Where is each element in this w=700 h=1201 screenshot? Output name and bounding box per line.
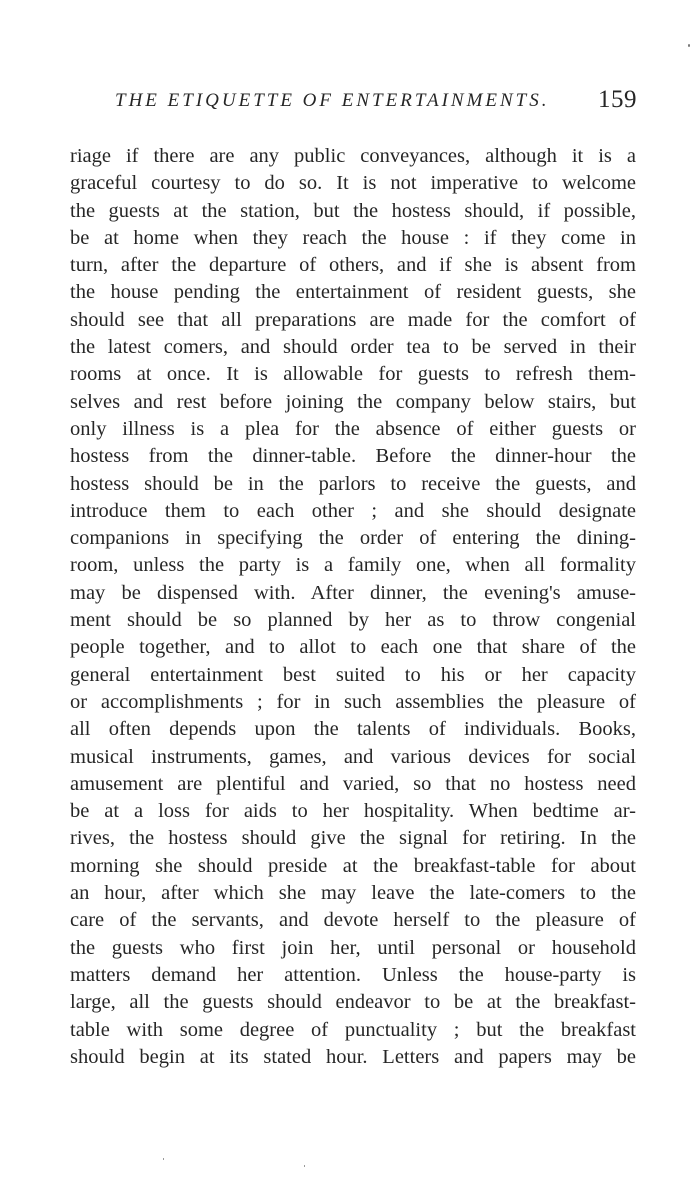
- text-line: care of the servants, and devote herself to the pleasure of: [70, 909, 636, 932]
- page-number: 159: [598, 86, 637, 113]
- text-line: the guests at the station, but the hostess should, if possible,: [70, 199, 636, 222]
- text-line: may be dispensed with. After dinner, the evening's amuse-: [70, 581, 636, 604]
- text-line: amusement are plentiful and varied, so that no hostess need: [70, 772, 636, 795]
- text-line: hostess from the dinner-table. Before the dinner-hour the: [70, 445, 636, 468]
- text-line: be at home when they reach the house : if they come in: [70, 226, 636, 249]
- text-line: the guests who first join her, until personal or household: [70, 936, 636, 959]
- paper-speck: [688, 44, 690, 47]
- text-line: ment should be so planned by her as to throw congenial: [70, 609, 636, 632]
- text-line: morning she should preside at the breakfast-table for about: [70, 854, 636, 877]
- text-line: selves and rest before joining the company below stairs, but: [70, 390, 636, 413]
- text-line: table with some degree of punctuality ; but the breakfast: [70, 1018, 636, 1041]
- text-line: rooms at once. It is allowable for guests to refresh them-: [70, 363, 636, 386]
- text-line: room, unless the party is a family one, when all formality: [70, 554, 636, 577]
- text-line: should see that all preparations are made for the comfort of: [70, 308, 636, 331]
- body-text: [70, 143, 636, 1071]
- text-line: companions in specifying the order of entering the dining-: [70, 527, 636, 550]
- text-line: rives, the hostess should give the signal for retiring. In the: [70, 827, 636, 850]
- text-line: hostess should be in the parlors to receive the guests, and: [70, 472, 636, 495]
- text-line: introduce them to each other ; and she should designate: [70, 499, 636, 522]
- text-line: musical instruments, games, and various devices for social: [70, 745, 636, 768]
- text-line: an hour, after which she may leave the late-comers to the: [70, 882, 636, 905]
- text-line: turn, after the departure of others, and if she is absent from: [70, 254, 636, 277]
- text-line: be at a loss for aids to her hospitality. When bedtime ar-: [70, 800, 636, 823]
- text-line: only illness is a plea for the absence of either guests or: [70, 417, 636, 440]
- running-header: [115, 88, 645, 118]
- text-line: the house pending the entertainment of resident guests, she: [70, 281, 636, 304]
- paper-speck: [163, 1158, 164, 1160]
- text-line: large, all the guests should endeavor to be at the breakfast-: [70, 991, 636, 1014]
- text-line: should begin at its stated hour. Letters and papers may be: [70, 1045, 636, 1068]
- text-line: general entertainment best suited to his or her capacity: [70, 663, 636, 686]
- running-title: THE ETIQUETTE OF ENTERTAINMENTS.: [115, 90, 550, 111]
- text-line: the latest comers, and should order tea to be served in their: [70, 336, 636, 359]
- text-line: riage if there are any public conveyances, although it is a: [70, 145, 636, 167]
- paper-speck: [304, 1165, 305, 1167]
- text-line: or accomplishments ; for in such assemblies the pleasure of: [70, 690, 636, 713]
- text-line: matters demand her attention. Unless the house-party is: [70, 963, 636, 986]
- text-line: people together, and to allot to each one that share of the: [70, 636, 636, 659]
- text-line: graceful courtesy to do so. It is not imperative to welcome: [70, 172, 636, 195]
- text-line: all often depends upon the talents of individuals. Books,: [70, 718, 636, 741]
